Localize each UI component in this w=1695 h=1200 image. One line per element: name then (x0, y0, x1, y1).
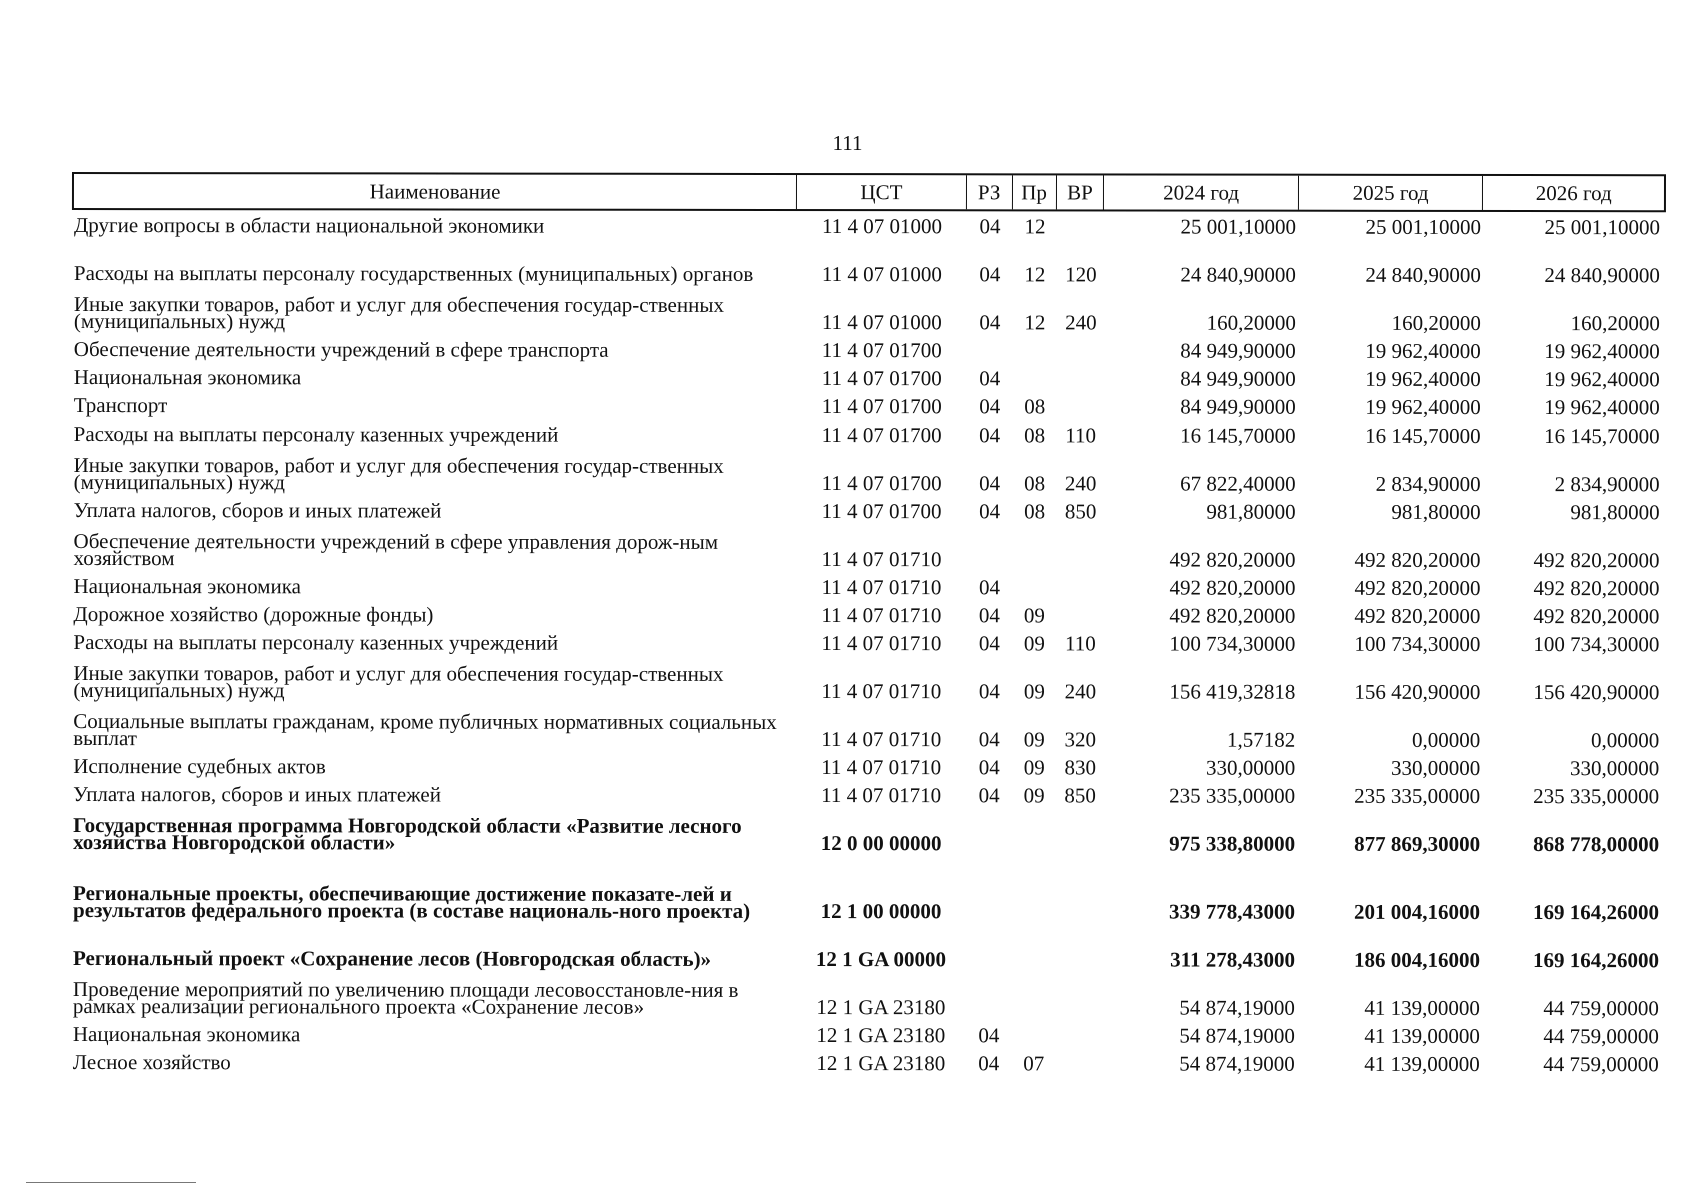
row-2025: 186 004,16000 (1353, 947, 1480, 972)
table-row (71, 970, 1665, 1020)
header-2026: 2026 год (1535, 181, 1612, 206)
row-2026: 492 820,20000 (1533, 576, 1660, 601)
row-rz: 04 (979, 471, 1001, 496)
row-rz: 04 (978, 755, 1000, 780)
row-vr: 830 (1064, 755, 1096, 780)
row-2026: 44 759,00000 (1543, 1024, 1659, 1049)
row-2026: 235 335,00000 (1533, 784, 1660, 809)
row-2024: 330,00000 (1205, 755, 1296, 780)
row-name: Транспорт (73, 393, 168, 418)
row-cst: 12 1 GA 00000 (815, 947, 947, 972)
header-vr: ВР (1056, 175, 1104, 209)
row-cst: 11 4 07 01710 (821, 575, 942, 600)
row-name: Иные закупки товаров, работ и услуг для обеспечения государ-ственных (муниципальных) нужд (73, 661, 724, 703)
header-pr: Пр (1013, 175, 1057, 209)
row-name: Иные закупки товаров, работ и услуг для обеспечения государ-ственных (муниципальных) нужд (73, 292, 724, 334)
row-rz: 04 (978, 1051, 1000, 1076)
row-2024: 54 874,19000 (1179, 995, 1295, 1020)
row-2024: 311 278,43000 (1170, 947, 1295, 972)
row-pr: 09 (1023, 755, 1045, 780)
row-rz: 04 (978, 631, 1000, 656)
row-rz: 04 (979, 394, 1001, 419)
row-pr: 12 (1024, 262, 1046, 287)
header-2025: 2025 год (1299, 176, 1484, 210)
row-2026: 330,00000 (1569, 756, 1660, 781)
row-2025: 877 869,30000 (1354, 831, 1481, 856)
row-vr: 240 (1064, 471, 1097, 496)
row-2026: 160,20000 (1570, 311, 1660, 336)
row-2025: 19 962,40000 (1365, 338, 1481, 363)
row-cst: 11 4 07 01000 (821, 310, 942, 335)
table-row (71, 778, 1665, 808)
row-2024: 981,80000 (1206, 499, 1296, 524)
table-row (71, 806, 1665, 856)
row-cst: 11 4 07 01000 (821, 262, 942, 287)
row-vr: 850 (1064, 783, 1096, 808)
page-number: 111 (832, 131, 863, 155)
row-2025: 160,20000 (1391, 310, 1481, 335)
row-name: Региональные проекты, обеспечивающие достижение показате-лей и результатов федерального проекта (в составе националь-ного проекта) (73, 881, 751, 923)
row-name: Дорожное хозяйство (дорожные фонды) (73, 602, 434, 627)
row-rz: 04 (978, 783, 1000, 808)
row-vr: 320 (1064, 727, 1097, 752)
table-row (71, 854, 1665, 924)
row-pr: 08 (1024, 499, 1046, 524)
row-vr: 850 (1064, 499, 1097, 524)
header-rz: РЗ (967, 175, 1013, 209)
row-rz: 04 (978, 603, 1000, 628)
row-2025: 156 420,90000 (1354, 679, 1481, 704)
row-cst: 11 4 07 01710 (821, 727, 942, 752)
table-row (71, 522, 1665, 572)
row-cst: 11 4 07 01700 (821, 499, 942, 524)
row-2026: 169 164,26000 (1532, 948, 1659, 973)
row-pr: 09 (1023, 783, 1045, 808)
row-2025: 0,00000 (1411, 727, 1481, 752)
row-name: Уплата налогов, сборов и иных платежей (73, 498, 442, 523)
table-row (72, 417, 1666, 448)
row-cst: 11 4 07 01710 (821, 631, 942, 656)
row-cst: 11 4 07 01000 (821, 214, 942, 239)
row-2026: 100 734,30000 (1533, 632, 1660, 657)
row-name: Проведение мероприятий по увеличению площади лесовосстановле-ния в рамках реализации регионального проекта «Сохранение лесов» (72, 977, 739, 1019)
table-row (71, 1046, 1665, 1076)
row-pr: 09 (1023, 603, 1045, 628)
row-2025: 41 139,00000 (1364, 995, 1480, 1020)
row-2024: 25 001,10000 (1180, 214, 1296, 239)
row-name: Национальная экономика (72, 1022, 301, 1047)
row-vr: 120 (1065, 262, 1097, 287)
row-2024: 492 820,20000 (1169, 547, 1296, 572)
table-row (71, 750, 1665, 780)
row-2025: 100 734,30000 (1354, 631, 1481, 656)
row-cst: 11 4 07 01700 (821, 366, 942, 391)
row-rz: 04 (979, 214, 1001, 239)
table-row (71, 1018, 1665, 1048)
row-2024: 492 820,20000 (1169, 575, 1296, 600)
row-2025: 41 139,00000 (1364, 1023, 1480, 1048)
row-2024: 84 949,90000 (1180, 366, 1296, 391)
row-2025: 19 962,40000 (1365, 394, 1481, 419)
row-2026: 156 420,90000 (1533, 680, 1660, 705)
row-vr: 110 (1065, 631, 1096, 656)
row-name: Расходы на выплаты персоналу казенных учреждений (73, 630, 559, 655)
row-2024: 84 949,90000 (1180, 394, 1296, 419)
row-cst: 11 4 07 01710 (821, 679, 942, 704)
row-cst: 11 4 07 01710 (821, 783, 942, 808)
row-2024: 492 820,20000 (1169, 603, 1296, 628)
row-rz: 04 (978, 727, 1000, 752)
row-rz: 04 (978, 575, 1000, 600)
table-row (72, 361, 1666, 391)
table-header (72, 172, 1666, 212)
row-name: Лесное хозяйство (72, 1050, 231, 1075)
header-name: Наименование (74, 174, 797, 209)
row-cst: 12 0 00 00000 (820, 831, 942, 856)
row-pr: 08 (1024, 471, 1046, 496)
row-2026: 44 759,00000 (1543, 996, 1659, 1021)
table-row (71, 626, 1665, 656)
row-cst: 11 4 07 01700 (821, 338, 942, 363)
row-vr: 240 (1064, 679, 1097, 704)
row-2024: 100 734,30000 (1169, 631, 1296, 656)
row-2026: 24 840,90000 (1544, 263, 1660, 288)
row-2026: 169 164,26000 (1533, 900, 1660, 925)
table-row (72, 446, 1666, 496)
row-vr: 110 (1065, 423, 1097, 448)
table-row (72, 237, 1666, 287)
table-row (72, 494, 1666, 524)
row-2025: 981,80000 (1391, 499, 1481, 524)
row-2024: 84 949,90000 (1180, 338, 1296, 363)
row-rz: 04 (979, 366, 1001, 391)
row-2025: 492 820,20000 (1354, 603, 1481, 628)
row-2026: 16 145,70000 (1544, 424, 1660, 449)
header-2024: 2024 год (1104, 175, 1299, 209)
row-2024: 235 335,00000 (1169, 783, 1296, 808)
row-cst: 11 4 07 01700 (821, 423, 942, 448)
row-cst: 12 1 GA 23180 (816, 995, 946, 1020)
row-name: Региональный проект «Сохранение лесов (Новгородская область)» (72, 946, 712, 971)
table-row (72, 389, 1666, 419)
table-row (72, 333, 1666, 363)
row-cst: 11 4 07 01700 (821, 471, 942, 496)
row-name: Национальная экономика (73, 365, 302, 390)
row-2025: 492 820,20000 (1354, 547, 1481, 572)
row-pr: 08 (1024, 423, 1046, 448)
row-2026: 19 962,40000 (1544, 339, 1660, 364)
row-rz: 04 (979, 262, 1001, 287)
row-2025: 2 834,90000 (1375, 471, 1481, 496)
row-2024: 24 840,90000 (1180, 262, 1296, 287)
table-row (72, 285, 1666, 335)
table-row (71, 570, 1665, 600)
row-pr: 09 (1023, 679, 1045, 704)
row-2025: 41 139,00000 (1364, 1051, 1480, 1076)
row-name: Социальные выплаты гражданам, кроме публичных нормативных социальных выплат (73, 709, 777, 751)
row-2026: 19 962,40000 (1544, 367, 1660, 392)
row-rz: 04 (979, 423, 1001, 448)
row-cst: 11 4 07 01710 (821, 603, 942, 628)
footer-divider (26, 1182, 196, 1183)
row-name: Иные закупки товаров, работ и услуг для обеспечения государ-ственных (муниципальных) нужд (73, 453, 724, 495)
row-name: Другие вопросы в области национальной экономики (73, 213, 545, 238)
row-2024: 67 822,40000 (1180, 471, 1296, 496)
row-2026: 25 001,10000 (1544, 215, 1660, 240)
row-pr: 12 (1024, 310, 1046, 335)
row-2025: 201 004,16000 (1354, 899, 1481, 924)
row-2024: 54 874,19000 (1179, 1023, 1295, 1048)
row-name: Обеспечение деятельности учреждений в сфере транспорта (73, 337, 609, 362)
row-cst: 12 1 GA 23180 (816, 1023, 946, 1048)
row-name: Расходы на выплаты персоналу казенных учреждений (73, 422, 559, 447)
table-row (71, 922, 1665, 972)
row-2026: 44 759,00000 (1543, 1052, 1659, 1077)
table-row (71, 598, 1665, 628)
row-pr: 07 (1023, 1051, 1045, 1076)
row-cst: 11 4 07 01700 (821, 394, 942, 419)
row-pr: 09 (1023, 727, 1045, 752)
table-row (71, 702, 1665, 752)
row-2025: 330,00000 (1390, 755, 1481, 780)
row-cst: 12 1 GA 23180 (816, 1051, 946, 1076)
row-2026: 2 834,90000 (1554, 472, 1660, 497)
row-2025: 235 335,00000 (1354, 783, 1481, 808)
row-name: Исполнение судебных актов (73, 754, 326, 779)
row-rz: 04 (978, 679, 1000, 704)
row-rz: 04 (978, 1023, 1000, 1048)
row-pr: 09 (1023, 631, 1045, 656)
row-name: Национальная экономика (73, 574, 301, 599)
row-2025: 16 145,70000 (1365, 423, 1481, 448)
row-2024: 1,57182 (1226, 727, 1296, 752)
row-2026: 981,80000 (1570, 500, 1660, 525)
row-cst: 12 1 00 00000 (820, 899, 942, 924)
row-vr: 240 (1065, 310, 1097, 335)
row-rz: 04 (979, 310, 1001, 335)
row-2024: 975 338,80000 (1169, 831, 1296, 856)
row-2026: 19 962,40000 (1544, 395, 1660, 420)
row-2024: 156 419,32818 (1169, 679, 1296, 704)
row-2025: 25 001,10000 (1365, 214, 1481, 239)
row-2026: 868 778,00000 (1533, 832, 1660, 857)
row-pr: 12 (1024, 214, 1046, 239)
row-2026: 492 820,20000 (1533, 604, 1660, 629)
table-row (72, 210, 1666, 239)
row-2025: 492 820,20000 (1354, 575, 1481, 600)
table-row (71, 654, 1665, 704)
row-2024: 54 874,19000 (1179, 1051, 1295, 1076)
header-cst: ЦСТ (797, 175, 967, 209)
row-2024: 160,20000 (1206, 310, 1296, 335)
row-2026: 0,00000 (1590, 728, 1660, 753)
row-name: Расходы на выплаты персоналу государственных (муниципальных) органов (73, 261, 754, 286)
row-name: Обеспечение деятельности учреждений в сфере управления дорож-ным хозяйством (73, 529, 719, 571)
row-rz: 04 (979, 499, 1001, 524)
row-pr: 08 (1024, 394, 1046, 419)
row-cst: 11 4 07 01710 (821, 755, 942, 780)
row-name: Государственная программа Новгородской области «Развитие лесного хозяйства Новгородской области» (73, 813, 742, 855)
row-cst: 11 4 07 01710 (821, 547, 942, 572)
row-2024: 16 145,70000 (1180, 423, 1296, 448)
row-2025: 24 840,90000 (1365, 262, 1481, 287)
row-name: Уплата налогов, сборов и иных платежей (73, 782, 441, 807)
row-2024: 339 778,43000 (1169, 899, 1296, 924)
row-2025: 19 962,40000 (1365, 366, 1481, 391)
row-2026: 492 820,20000 (1533, 548, 1660, 573)
